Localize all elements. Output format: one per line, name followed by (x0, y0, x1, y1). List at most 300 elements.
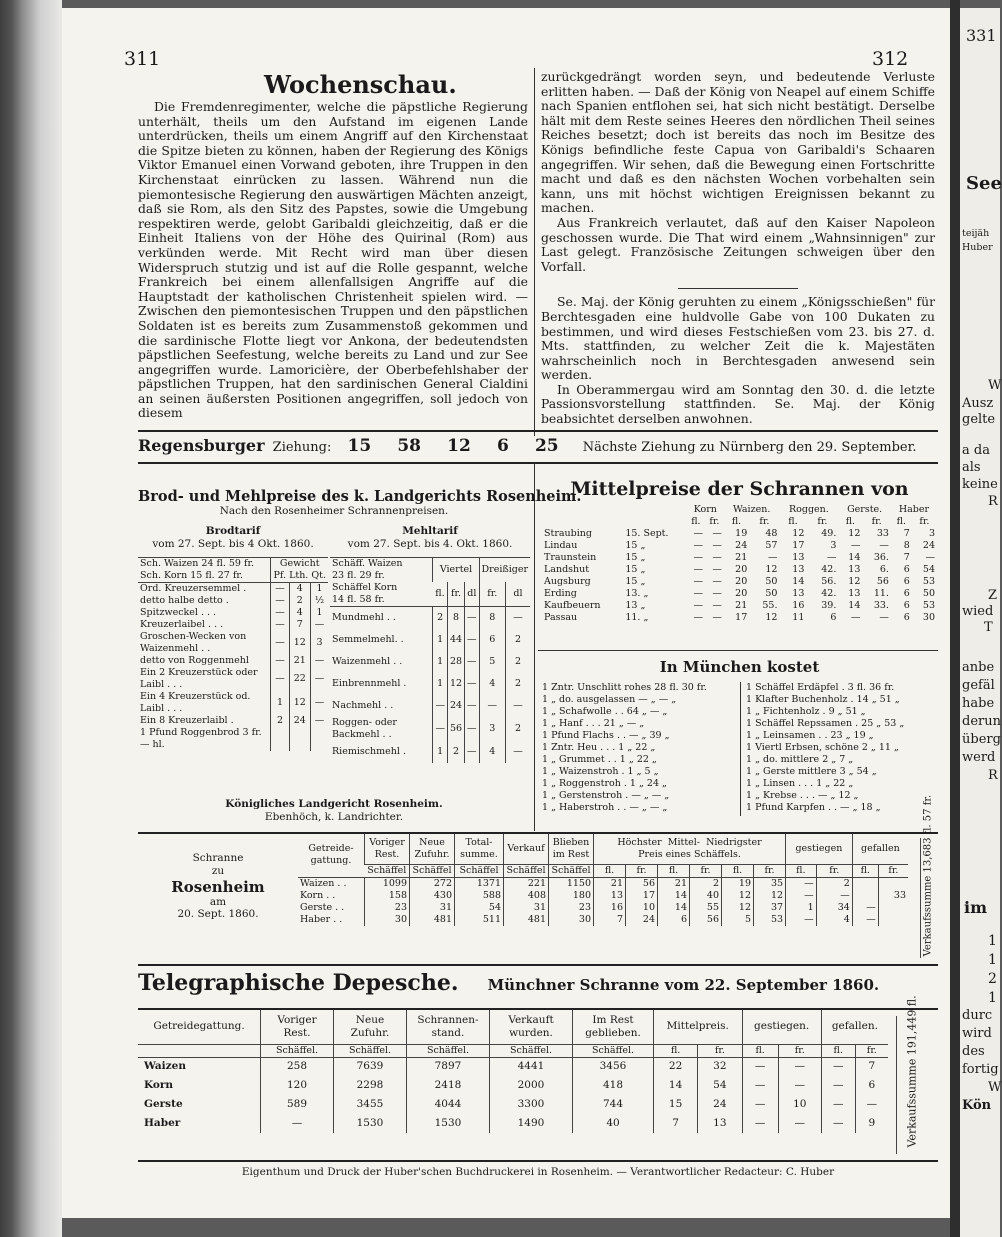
mehl-value: 2 (505, 651, 530, 673)
telegraph-header: gefallen. (821, 1010, 888, 1044)
mittelpreis-value: 33 (876, 528, 889, 539)
telegraph-header: Im Rest geblieben. (573, 1010, 654, 1044)
brod-value: — (271, 631, 289, 655)
rosenheim-value: 1 (786, 902, 817, 914)
article-paragraph: Aus Frankreich verlautet, daß auf den Kaiser Napoleon geschossen wurde. Die That wird einem „Wahnsinnigen" zur Last gelegt. Französische Zeitungen schweigen über den Vorfall. (541, 214, 935, 274)
brod-value: 1 (271, 691, 289, 715)
landgericht-signature (138, 798, 530, 824)
mehl-value: — (479, 695, 505, 717)
mittelpreis-value: 13 (848, 588, 861, 599)
mittelpreis-value: 7 (903, 528, 910, 539)
telegraph-value: 1530 (407, 1114, 490, 1133)
telegraph-verkaufssumme: Verkaufssumme 191,449 fl. (905, 995, 919, 1148)
telegraph-value: 13 (698, 1114, 742, 1133)
mittelpreis-value: 6 (903, 576, 910, 587)
rosenheim-value: 54 (455, 902, 504, 914)
mittelpreis-row (542, 552, 937, 564)
telegraph-value: — (261, 1114, 334, 1133)
muenchen-item: 1 „ Haberstroh . . — „ — „ (542, 802, 668, 813)
muenchen-item: 1 „ do. mittlere 2 „ 7 „ (746, 754, 854, 765)
telegraph-header: Mittelpreis. (654, 1010, 743, 1044)
rosenheim-value: 408 (504, 890, 549, 902)
rosenheim-value: 24 (626, 914, 658, 926)
rosenheim-unit: fr. (754, 864, 786, 877)
telegraph-value: 24 (698, 1095, 742, 1114)
mittelpreis-unit: fr. (709, 516, 720, 527)
mittelpreis-value: 50 (765, 576, 778, 587)
mittelpreis-value: — (879, 612, 889, 623)
page-number-left: 311 (124, 48, 161, 70)
mehl-value: 44 (447, 629, 464, 651)
mittelpreis-value: — (712, 576, 722, 587)
lottery-number: 12 (447, 436, 471, 456)
telegraph-value: — (821, 1095, 855, 1114)
mittelpreis-value: 20 (735, 564, 748, 575)
column-divider (534, 463, 535, 831)
rosenheim-label-line: Schranne (192, 852, 244, 864)
mittelpreis-value: 30 (922, 612, 935, 623)
mittelpreis-town: Passau (544, 612, 578, 623)
brod-value (271, 727, 289, 751)
rosenheim-value: 2 (690, 877, 722, 890)
rosenheim-value: 588 (455, 890, 504, 902)
next-fragment: derun (962, 714, 1001, 729)
rosenheim-value: 481 (410, 914, 455, 926)
telegraph-unit: fr. (855, 1044, 888, 1057)
rosenheim-value: — (786, 914, 817, 926)
brod-head: Sch. Waizen 24 fl. 59 fr. (140, 557, 255, 569)
mittelpreis-town: Traunstein (544, 552, 597, 563)
rosenheim-value (852, 890, 878, 902)
telegraph-unit: Schäffel. (334, 1044, 407, 1057)
lottery-word: Ziehung: (272, 440, 332, 455)
muenchen-list-left (542, 682, 737, 814)
rosenheim-value: 158 (365, 890, 410, 902)
telegraph-header: Neue Zufuhr. (334, 1010, 407, 1044)
rosenheim-unit: fr. (690, 864, 722, 877)
mittelpreis-date: 15 „ (625, 540, 646, 551)
section-rule (138, 462, 938, 464)
telegraph-value: — (821, 1057, 855, 1076)
mittelpreis-value: 49. (821, 528, 837, 539)
mehl-value: 2 (505, 629, 530, 651)
telegraph-grain: Waizen (144, 1060, 186, 1073)
telegraph-value: 14 (654, 1076, 698, 1095)
mehl-value: 2 (433, 606, 448, 629)
rosenheim-unit: fl. (658, 864, 690, 877)
mehl-value: — (465, 673, 480, 695)
mehl-head: Schäff. Waizen (332, 557, 403, 569)
telegraph-unit: fl. (742, 1044, 778, 1057)
lottery-line (138, 436, 938, 458)
brodtarif (138, 525, 328, 751)
rosenheim-label-date: 20. Sept. 1860. (177, 908, 259, 921)
mittelpreis-grain: Roggen. (789, 504, 829, 515)
next-fragment: wied (962, 604, 994, 619)
mehl-unit: dl (465, 582, 480, 607)
rosenheim-value: 14 (658, 890, 690, 902)
rosenheim-header: Voriger Rest. (365, 834, 410, 864)
brod-value: 3 (310, 631, 328, 655)
telegraph-value: 4441 (490, 1057, 573, 1076)
rosenheim-table (298, 834, 908, 926)
brod-item: Groschen-Wecken von Waizenmehl . . (140, 630, 247, 654)
book-binding-left (0, 0, 62, 1237)
rosenheim-header: gefallen (852, 834, 908, 864)
section-rule (538, 650, 938, 651)
rosenheim-grain: Waizen . . (300, 877, 347, 889)
next-fragment: werd (962, 750, 996, 765)
mittelpreis-value: 42. (821, 564, 837, 575)
mehl-value: 4 (479, 673, 505, 695)
brod-item: 1 Pfund Roggenbrod 3 fr. — hl. (140, 726, 262, 750)
imprint-footer: Eigenthum und Druck der Huber'schen Buchdruckerei in Rosenheim. — Verantwortlicher Redacteur: C. Huber (241, 1166, 835, 1178)
telegraph-value: 744 (573, 1095, 654, 1114)
brod-row (138, 691, 328, 715)
telegraph-unit: fl. (654, 1044, 698, 1057)
rosenheim-value: 35 (754, 877, 786, 890)
mittelpreis-value: 7 (903, 552, 910, 563)
rosenheim-unit: fl. (722, 864, 754, 877)
mittelpreis-value: — (712, 564, 722, 575)
mittelpreis-row (542, 612, 937, 624)
rosenheim-value: 17 (626, 890, 658, 902)
next-fragment: anbe (962, 660, 995, 675)
mittelpreis-value: 13 (792, 564, 805, 575)
muenchen-item: 1 Schäffel Erdäpfel . 3 fl. 36 fr. (746, 682, 895, 693)
telegraph-value: — (742, 1095, 778, 1114)
mittelpreis-date: 15 „ (625, 564, 646, 575)
mehl-value: — (465, 606, 480, 629)
page-gutter (950, 0, 960, 1237)
mittelpreis-value: — (693, 528, 703, 539)
mittelpreis-value: — (879, 540, 889, 551)
rosenheim-unit: fr. (878, 864, 908, 877)
mehl-row (330, 741, 530, 763)
mittelpreis-value: 17 (792, 540, 805, 551)
mittelpreis-value: 24 (735, 540, 748, 551)
telegraph-unit: fr. (698, 1044, 742, 1057)
mittelpreis-row (542, 540, 937, 552)
rosenheim-value: 16 (594, 902, 626, 914)
mittelpreis-value: — (693, 552, 703, 563)
mittelpreis-unit: fr. (817, 516, 828, 527)
mittelpreis-unit: fl. (896, 516, 907, 527)
mittelpreis-value: 12 (792, 528, 805, 539)
mittelpreis-value: — (693, 564, 703, 575)
rosenheim-value: 56 (690, 914, 722, 926)
mehl-value: 1 (433, 741, 448, 763)
mittelpreis-value: — (712, 540, 722, 551)
next-fragment: im (964, 898, 988, 917)
telegraph-value: 32 (698, 1057, 742, 1076)
mittelpreis-value: 20 (735, 588, 748, 599)
telegraph-value: — (742, 1057, 778, 1076)
mittelpreis-value: — (693, 540, 703, 551)
mittelpreis-value: 54 (922, 564, 935, 575)
mittelpreis-row (542, 600, 937, 612)
telegraph-header: Schrannen-stand. (407, 1010, 490, 1044)
telegraph-value: 15 (654, 1095, 698, 1114)
rosenheim-label-line: zu (211, 864, 225, 877)
telegraph-value: 9 (855, 1114, 888, 1133)
brod-item: Ein 8 Kreuzerlaibl . (140, 714, 234, 726)
telegraph-value: 589 (261, 1095, 334, 1114)
mittelpreis-row (542, 576, 937, 588)
mittelpreis-value: — (712, 552, 722, 563)
muenchen-item: 1 Zntr. Unschlitt rohes 28 fl. 30 fr. (542, 682, 707, 693)
next-fragment: fortig (962, 1062, 999, 1077)
muenchen-item: 1 Viertl Erbsen, schöne 2 „ 11 „ (746, 742, 899, 753)
mehl-value: — (465, 695, 480, 717)
mittelpreis-town: Kaufbeuern (544, 600, 601, 611)
rosenheim-value: 5 (722, 914, 754, 926)
rosenheim-header: Höchster (617, 836, 662, 848)
landgericht-name: Königliches Landgericht Rosenheim. (225, 798, 443, 810)
mehl-row (330, 695, 530, 717)
telegraph-row (138, 1057, 888, 1076)
mehl-value: — (465, 629, 480, 651)
muenchen-item: 1 „ Gerste mittlere 3 „ 54 „ (746, 766, 877, 777)
brod-value: — (310, 655, 328, 667)
section-rule (138, 430, 938, 432)
rosenheim-value (878, 877, 908, 890)
next-fragment: 1 (988, 990, 997, 1006)
mehl-row (330, 629, 530, 651)
mehl-value: 2 (447, 741, 464, 763)
mittelpreis-value: 12 (848, 576, 861, 587)
mittelpreis-value: 20 (735, 576, 748, 587)
next-fragment: W (988, 378, 1002, 393)
brod-value: 12 (289, 631, 310, 655)
mittelpreis-value: 55. (762, 600, 778, 611)
telegraph-value: — (778, 1076, 821, 1095)
column-divider (534, 68, 535, 436)
rosenheim-label (138, 852, 298, 921)
mittelpreis-grain: Korn (693, 504, 717, 515)
mittelpreis-value: 48 (765, 528, 778, 539)
mittelpreis-value: 57 (765, 540, 778, 551)
next-fragment: wird (962, 1026, 992, 1041)
mittelpreis-value: 3 (830, 540, 837, 551)
muenchen-item: 1 „ Waizenstroh . 1 „ 5 „ (542, 766, 659, 777)
next-fragment: 2 (988, 971, 997, 987)
next-fragment: T (984, 620, 993, 635)
brod-value: — (271, 619, 289, 631)
mehl-value: 8 (479, 606, 505, 629)
mehl-value: — (505, 606, 530, 629)
mehl-head: Schäffel Korn (332, 581, 398, 593)
brod-value: 2 (271, 715, 289, 727)
mittelpreis-town: Augsburg (544, 576, 591, 587)
telegraph-value: 3300 (490, 1095, 573, 1114)
mehl-unit: fr. (479, 582, 505, 607)
next-fragment: W (988, 1080, 1002, 1095)
rosenheim-value: 23 (365, 902, 410, 914)
telegraph-value: 2000 (490, 1076, 573, 1095)
muenchen-list-right (746, 682, 938, 814)
mehl-value: 24 (447, 695, 464, 717)
mehl-value: — (465, 651, 480, 673)
mehl-value: 1 (433, 673, 448, 695)
telegraph-header: gestiegen. (742, 1010, 821, 1044)
mehl-head: 14 fl. 58 fr. (332, 593, 385, 605)
telegraph-value: 10 (778, 1095, 821, 1114)
brod-value: — (271, 667, 289, 691)
brod-value: 1 (310, 607, 328, 619)
brod-value: — (310, 715, 328, 727)
muenchen-section (542, 658, 937, 813)
rosenheim-row (298, 902, 908, 914)
brod-value: — (271, 655, 289, 667)
mittelpreis-town: Erding (544, 588, 577, 599)
brod-mehl-section (138, 488, 582, 518)
mittelpreis-value: 17 (735, 612, 748, 623)
mehl-row (330, 606, 530, 629)
telegraph-schranne (138, 995, 938, 1160)
mittelpreis-unit: fr. (871, 516, 882, 527)
telegraph-unit: Schäffel. (573, 1044, 654, 1057)
telegraph-value: 3456 (573, 1057, 654, 1076)
mehl-item: Riemischmehl . (332, 745, 407, 757)
rosenheim-value: 21 (594, 877, 626, 890)
mehl-value: 2 (505, 673, 530, 695)
mittelpreis-date: 13. „ (625, 588, 649, 599)
lottery-label: Regensburger (138, 436, 265, 455)
rosenheim-unit: Schäffel (410, 864, 455, 877)
page-number-right: 312 (872, 48, 909, 70)
mittelpreis-value: 6 (830, 612, 837, 623)
mehl-value: 8 (447, 606, 464, 629)
brod-unit: Lth. (289, 569, 309, 581)
mehl-item: Einbrennmehl . (332, 677, 407, 689)
rosenheim-unit: fl. (786, 864, 817, 877)
next-fragment: gelte (962, 412, 996, 427)
telegraph-value: 1530 (334, 1114, 407, 1133)
newspaper-page (62, 8, 950, 1218)
telegraph-value: 2418 (407, 1076, 490, 1095)
mehl-row (330, 673, 530, 695)
mittelpreis-value: 19 (735, 528, 748, 539)
mittelpreis-value: 42. (821, 588, 837, 599)
brod-value: — (271, 595, 289, 607)
muenchen-item: 1 „ Krebse . . . — „ 12 „ (746, 790, 859, 801)
telegraph-row (138, 1076, 888, 1095)
telegraph-header: Verkauft wurden. (490, 1010, 573, 1044)
rosenheim-value: — (786, 877, 817, 890)
brod-item: Ein 4 Kreuzerstück od. Laibl . . . (140, 690, 251, 714)
mittelpreis-value: — (712, 528, 722, 539)
mittelpreis-value: 14 (848, 600, 861, 611)
rosenheim-value: 21 (658, 877, 690, 890)
mittelpreis-value: 11 (792, 612, 805, 623)
mehl-item: Mundmehl . . (332, 611, 396, 623)
muenchen-item: 1 „ Hanf . . . 21 „ — „ (542, 718, 645, 729)
telegraph-unit: Schäffel. (261, 1044, 334, 1057)
rosenheim-header: Verkauf (504, 834, 549, 864)
rosenheim-value: 34 (816, 902, 852, 914)
mittelpreis-unit: fl. (845, 516, 856, 527)
mehl-value: 28 (447, 651, 464, 673)
mittelpreis-town: Landshut (544, 564, 590, 575)
rosenheim-value: 19 (722, 877, 754, 890)
mittelpreis-value: 6 (903, 588, 910, 599)
mittelpreis-value: — (925, 552, 935, 563)
rosenheim-value: 1150 (549, 877, 594, 890)
brod-row (138, 667, 328, 691)
brod-unit: Qt. (311, 569, 326, 581)
mittelpreis-value: 53 (922, 576, 935, 587)
mehl-head-dreissiger: Dreißiger (479, 557, 530, 582)
rosenheim-grain: Haber . . (300, 913, 343, 925)
brod-value: 4 (289, 582, 310, 595)
telegraph-unit: fl. (821, 1044, 855, 1057)
muenchen-item: 1 Zntr. Heu . . . 1 „ 22 „ (542, 742, 656, 753)
mittelpreise-section (542, 478, 937, 624)
rosenheim-value: 7 (594, 914, 626, 926)
mehl-value: 1 (433, 651, 448, 673)
brod-title: Brod- und Mehlpreise des k. Landgerichts Rosenheim. (138, 488, 582, 505)
telegraph-subtitle: Münchner Schranne vom 22. September 1860. (487, 976, 880, 994)
mittelpreis-town: Straubing (544, 528, 592, 539)
rosenheim-value (878, 902, 908, 914)
next-fragment: Kön (962, 1098, 992, 1113)
muenchen-item: 1 „ Roggenstroh . 1 „ 24 „ (542, 778, 667, 789)
mittelpreis-value: — (712, 588, 722, 599)
mehl-value: — (465, 741, 480, 763)
telegraph-value: — (742, 1114, 778, 1133)
wochenschau-title: Wochenschau. (264, 70, 457, 99)
brod-head-gewicht: Gewicht (279, 557, 320, 569)
mittelpreis-value: 3 (928, 528, 935, 539)
article-paragraph: zurückgedrängt worden seyn, und bedeutende Verluste erlitten haben. — Daß der König von Neapel auf einem Schiffe nach Spanien entflohen sei, hat sich nicht bestätigt. Derselbe hält mit dem Reste seines Heeres den nördlichen Theil seines Reiches besetzt; doch ist bereits das noch im Besitze des Königs befindliche feste Capua von Garibaldi's Schaaren angegriffen. Wir sehen, daß die Bewegung einen Fortschritte macht und daß es den nächsten Wochen vorbehalten sein kann, uns mit höchst wichtigen Ereignissen bekannt zu machen. (541, 69, 935, 216)
muenchen-title: In München kostet (659, 658, 820, 676)
next-fragment: See (966, 173, 1002, 194)
rosenheim-label-line: am (209, 895, 227, 908)
muenchen-item: 1 „ Schafwolle . . 64 „ — „ (542, 706, 668, 717)
mittelpreis-value: — (693, 588, 703, 599)
telegraph-value: — (855, 1095, 888, 1114)
telegraph-value: 418 (573, 1076, 654, 1095)
mittelpreis-value: — (693, 612, 703, 623)
next-fragment: des (962, 1044, 985, 1059)
telegraph-value: 2298 (334, 1076, 407, 1095)
mittelpreis-row (542, 588, 937, 600)
mehl-value: — (465, 717, 480, 741)
telegraph-value: 7897 (407, 1057, 490, 1076)
next-page-edge (960, 8, 1000, 1237)
mittelpreis-date: 13 „ (625, 600, 646, 611)
mehl-item: Waizenmehl . . (332, 655, 403, 667)
mittelpreis-date: 15. Sept. (625, 528, 669, 539)
mittelpreis-value: 13 (848, 564, 861, 575)
brod-row (138, 595, 328, 607)
rosenheim-header: Niedrigster (706, 836, 762, 848)
mehl-item: Semmelmehl. . (332, 633, 404, 645)
rosenheim-value: 221 (504, 877, 549, 890)
rosenheim-header: Total-summe. (455, 834, 504, 864)
mittelpreis-value: 6 (903, 600, 910, 611)
brod-value: — (310, 667, 328, 691)
brod-value: — (310, 619, 328, 631)
next-fragment: teijäh (962, 228, 990, 239)
rosenheim-grain: Korn . . (300, 889, 336, 901)
next-fragment: überg (962, 732, 1001, 747)
brod-row (138, 582, 328, 595)
mittelpreis-grain: Waizen. (732, 504, 771, 515)
telegraph-value: 3455 (334, 1095, 407, 1114)
section-rule (138, 964, 938, 966)
